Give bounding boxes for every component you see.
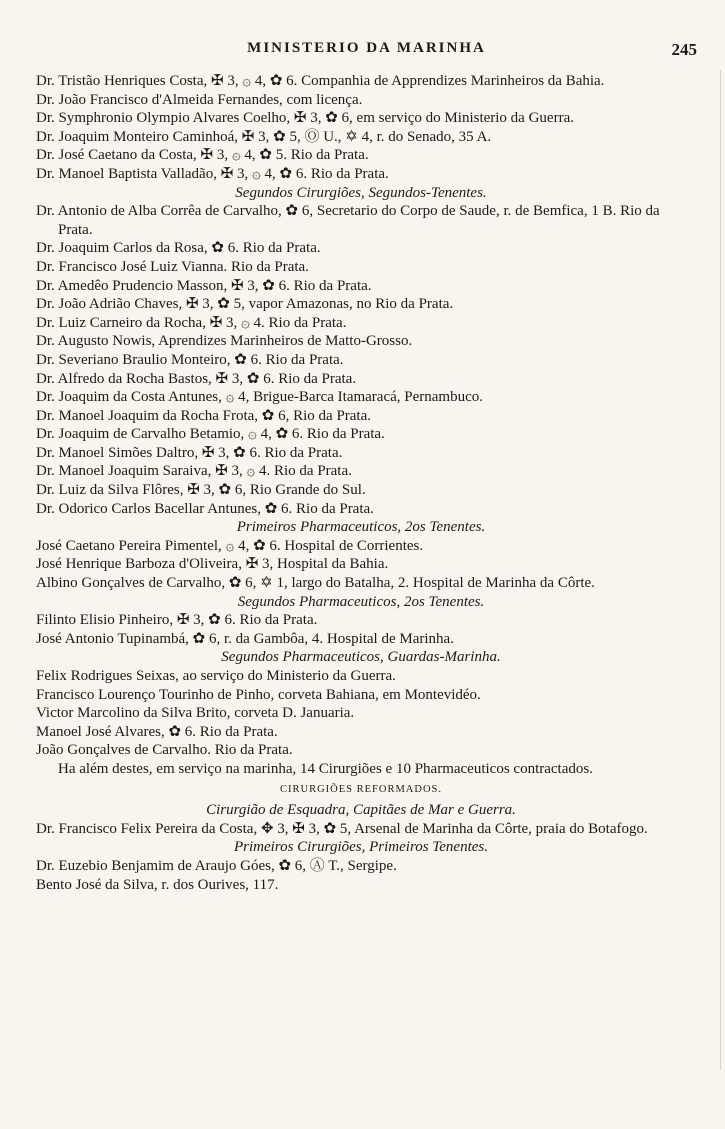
list-entry: Dr. Augusto Nowis, Aprendizes Marinheiros de Matto-Grosso.	[36, 333, 413, 350]
section-heading: Segundos Pharmaceuticos, 2os Tenentes.	[237, 593, 485, 610]
list-entry: Dr. Manoel Simões Daltro, ✠ 3, ✿ 6. Rio da Prata.	[36, 444, 343, 461]
note-paragraph: Ha além destes, em serviço na marinha, 14 Cirurgiões e 10 Pharmaceuticos contractados.	[58, 760, 593, 777]
list-entry: Dr. João Adrião Chaves, ✠ 3, ✿ 5, vapor Amazonas, no Rio da Prata.	[36, 296, 454, 313]
section-heading: Primeiros Cirurgiões, Primeiros Tenentes.	[233, 839, 489, 856]
list-entry: Dr. Manoel Joaquim da Rocha Frota, ✿ 6, Rio da Prata.	[36, 407, 372, 424]
list-entry: Dr. Francisco Felix Pereira da Costa, ✥ 3, ✠ 3, ✿ 5, Arsenal de Marinha da Côrte, praia do Botafogo.	[36, 820, 648, 837]
list-entry: Dr. Manoel Baptista Valladão, ✠ 3, ۞ 4, ✿ 6. Rio da Prata.	[36, 165, 389, 182]
page-number: 245	[671, 40, 697, 59]
list-entry: Dr. Amedêo Prudencio Masson, ✠ 3, ✿ 6. Rio da Prata.	[36, 277, 372, 294]
list-entry: Bento José da Silva, r. dos Ourives, 117.	[36, 876, 279, 893]
list-entry: Filinto Elisio Pinheiro, ✠ 3, ✿ 6. Rio da Prata.	[36, 612, 318, 629]
list-entry: Dr. João Francisco d'Almeida Fernandes, com licença.	[36, 91, 363, 108]
section-heading: Segundos Pharmaceuticos, Guardas-Marinha.	[221, 649, 501, 666]
list-entry: Dr. Symphronio Olympio Alvares Coelho, ✠ 3, ✿ 6, em serviço do Ministerio da Guerra.	[36, 110, 574, 127]
list-entry: Dr. Joaquim Carlos da Rosa, ✿ 6. Rio da Prata.	[36, 240, 321, 257]
section-heading: Cirurgião de Esquadra, Capitães de Mar e Guerra.	[206, 802, 516, 819]
list-entry: Albino Gonçalves de Carvalho, ✿ 6, ✡ 1, largo do Batalha, 2. Hospital de Marinha da Côrte.	[36, 575, 595, 592]
section-heading: Primeiros Pharmaceuticos, 2os Tenentes.	[236, 519, 486, 536]
list-entry: Dr. José Caetano da Costa, ✠ 3, ۞ 4, ✿ 5. Rio da Prata.	[36, 147, 369, 164]
section-title: CIRURGIÕES REFORMADOS.	[279, 783, 443, 795]
list-entry: Felix Rodrigues Seixas, ao serviço do Ministerio da Guerra.	[36, 668, 396, 684]
margin-rule	[720, 70, 721, 1070]
running-title: MINISTERIO DA MARINHA	[247, 40, 486, 56]
list-entry: José Antonio Tupinambá, ✿ 6, r. da Gambôa, 4. Hospital de Marinha.	[36, 630, 454, 647]
page-header	[36, 40, 697, 62]
list-entry: Dr. Severiano Braulio Monteiro, ✿ 6. Rio da Prata.	[36, 351, 344, 368]
list-entry: Dr. Luiz da Silva Flôres, ✠ 3, ✿ 6, Rio Grande do Sul.	[36, 482, 366, 499]
list-entry: Dr. Odorico Carlos Bacellar Antunes, ✿ 6. Rio da Prata.	[36, 500, 374, 517]
list-entry: Dr. Joaquim da Costa Antunes, ۞ 4, Brigue-Barca Itamaracá, Pernambuco.	[36, 389, 483, 406]
list-entry: Dr. Francisco José Luiz Vianna. Rio da Prata.	[36, 258, 309, 275]
list-entry: Victor Marcolino da Silva Brito, corveta D. Januaria.	[36, 705, 355, 722]
list-entry: Dr. Joaquim de Carvalho Betamio, ۞ 4, ✿ 6. Rio da Prata.	[36, 426, 385, 443]
list-entry: Dr. Manoel Joaquim Saraiva, ✠ 3, ۞ 4. Rio da Prata.	[36, 463, 352, 480]
list-entry: Dr. Antonio de Alba Corrêa de Carvalho, ✿ 6, Secretario do Corpo de Saude, r. de Bemfica, 1 B. Rio da Prata.	[36, 203, 660, 238]
list-entry: Manoel José Alvares, ✿ 6. Rio da Prata.	[36, 723, 278, 740]
list-entry: Dr. Tristão Henriques Costa, ✠ 3, ۞ 4, ✿ 6. Companhia de Apprendizes Marinheiros da Bahia.	[36, 73, 605, 89]
section-heading: Segundos Cirurgiões, Segundos-Tenentes.	[235, 184, 487, 201]
page-body	[36, 72, 686, 894]
list-entry: Francisco Lourenço Tourinho de Pinho, corveta Bahiana, em Montevidéo.	[36, 686, 481, 703]
list-entry: Dr. Euzebio Benjamim de Araujo Góes, ✿ 6, Ⓐ T., Sergipe.	[36, 857, 397, 874]
list-entry: José Caetano Pereira Pimentel, ۞ 4, ✿ 6. Hospital de Corrientes.	[36, 537, 424, 554]
list-entry: Dr. Alfredo da Rocha Bastos, ✠ 3, ✿ 6. Rio da Prata.	[36, 370, 357, 387]
list-entry: Dr. Joaquim Monteiro Caminhoá, ✠ 3, ✿ 5, Ⓞ U., ✡ 4, r. do Senado, 35 A.	[36, 128, 492, 145]
list-entry: Dr. Luiz Carneiro da Rocha, ✠ 3, ۞ 4. Rio da Prata.	[36, 314, 347, 331]
list-entry: José Henrique Barboza d'Oliveira, ✠ 3, Hospital da Bahia.	[36, 556, 389, 573]
list-entry: João Gonçalves de Carvalho. Rio da Prata.	[36, 742, 293, 759]
